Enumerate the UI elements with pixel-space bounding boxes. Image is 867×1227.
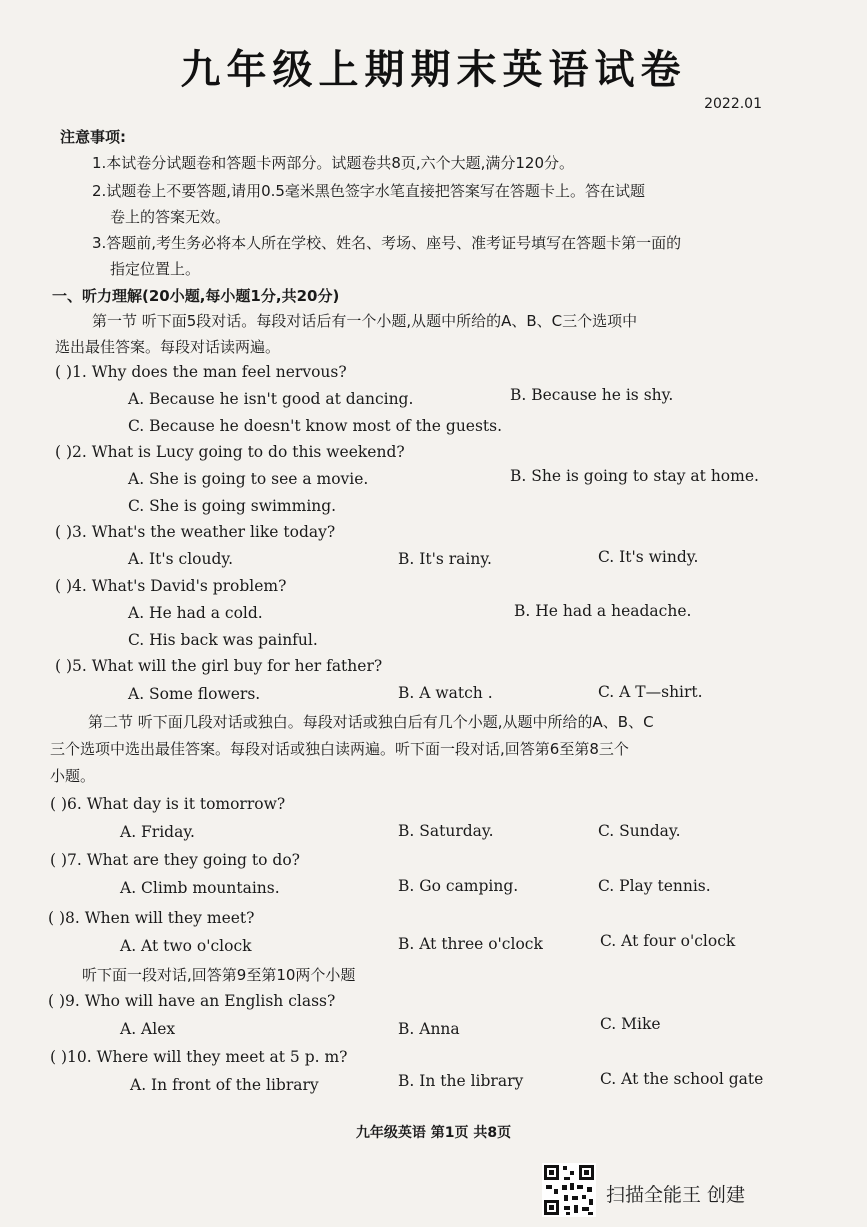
q10-option-c: C. At the school gate — [600, 1070, 764, 1088]
part1-heading: 一、听力理解(20小题,每小题1分,共20分) — [52, 287, 340, 305]
scanner-watermark: 扫描全能王 创建 — [606, 1184, 746, 1206]
qr-code-icon — [542, 1163, 596, 1217]
notice-item-3: 3.答题前,考生务必将本人所在学校、姓名、考场、座号、准考证号填写在答题卡第一面的 — [92, 234, 682, 252]
notice-item-1: 1.本试卷分试题卷和答题卡两部分。试题卷共8页,六个大题,满分120分。 — [92, 154, 575, 172]
q4-option-c: C. His back was painful. — [128, 631, 318, 649]
exam-title: 九年级上期期末英语试卷 — [180, 47, 687, 93]
q1-option-a: A. Because he isn't good at dancing. — [128, 390, 414, 408]
question-10: ( )10. Where will they meet at 5 p. m? — [50, 1048, 348, 1066]
question-5: ( )5. What will the girl buy for her father? — [55, 657, 383, 675]
q8-option-b: B. At three o'clock — [398, 935, 543, 953]
question-6: ( )6. What day is it tomorrow? — [50, 795, 286, 813]
notice-item-2-cont: 卷上的答案无效。 — [110, 208, 231, 226]
section2-instructions-cont: 三个选项中选出最佳答案。每段对话或独白读两遍。听下面一段对话,回答第6至第8三个 — [50, 740, 629, 758]
q8-option-c: C. At four o'clock — [600, 932, 736, 950]
q6-option-b: B. Saturday. — [398, 822, 494, 840]
q3-option-c: C. It's windy. — [598, 548, 699, 566]
question-1: ( )1. Why does the man feel nervous? — [55, 363, 347, 381]
q2-option-b: B. She is going to stay at home. — [510, 467, 759, 485]
q9-option-c: C. Mike — [600, 1015, 661, 1033]
q5-option-b: B. A watch . — [398, 684, 493, 702]
q8-option-a: A. At two o'clock — [120, 937, 252, 955]
notice-item-2: 2.试题卷上不要答题,请用0.5毫米黑色签字水笔直接把答案写在答题卡上。答在试题 — [92, 182, 645, 200]
exam-date: 2022.01 — [704, 96, 762, 112]
q6-option-a: A. Friday. — [120, 823, 195, 841]
q4-option-a: A. He had a cold. — [128, 604, 263, 622]
section2-instructions: 第二节 听下面几段对话或独白。每段对话或独白后有几个小题,从题中所给的A、B、C — [88, 713, 654, 731]
notice-heading: 注意事项: — [60, 128, 126, 146]
question-8: ( )8. When will they meet? — [48, 909, 255, 927]
question-4: ( )4. What's David's problem? — [55, 577, 287, 595]
q7-option-a: A. Climb mountains. — [120, 879, 280, 897]
question-7: ( )7. What are they going to do? — [50, 851, 300, 869]
q6-option-c: C. Sunday. — [598, 822, 681, 840]
section2-instructions-end: 小题。 — [50, 767, 96, 785]
q3-option-a: A. It's cloudy. — [128, 550, 234, 568]
q9-option-a: A. Alex — [120, 1020, 176, 1038]
q4-option-b: B. He had a headache. — [514, 602, 692, 620]
section1-instructions: 第一节 听下面5段对话。每段对话后有一个小题,从题中所给的A、B、C三个选项中 — [92, 312, 638, 330]
q2-option-c: C. She is going swimming. — [128, 497, 337, 515]
q7-option-c: C. Play tennis. — [598, 877, 711, 895]
q7-option-b: B. Go camping. — [398, 877, 519, 895]
section1-instructions-cont: 选出最佳答案。每段对话读两遍。 — [55, 338, 281, 356]
question-2: ( )2. What is Lucy going to do this weekend? — [55, 443, 405, 461]
note-questions-9-10: 听下面一段对话,回答第9至第10两个小题 — [82, 966, 356, 984]
q5-option-c: C. A T—shirt. — [598, 683, 703, 701]
notice-item-3-cont: 指定位置上。 — [110, 260, 201, 278]
q10-option-a: A. In front of the library — [130, 1076, 319, 1094]
q1-option-c: C. Because he doesn't know most of the guests. — [128, 417, 503, 435]
page-footer: 九年级英语 第1页 共8页 — [355, 1125, 512, 1141]
q3-option-b: B. It's rainy. — [398, 550, 492, 568]
q1-option-b: B. Because he is shy. — [510, 386, 674, 404]
q10-option-b: B. In the library — [398, 1072, 524, 1090]
question-9: ( )9. Who will have an English class? — [48, 992, 336, 1010]
question-3: ( )3. What's the weather like today? — [55, 523, 336, 541]
q5-option-a: A. Some flowers. — [128, 685, 261, 703]
q2-option-a: A. She is going to see a movie. — [128, 470, 369, 488]
q9-option-b: B. Anna — [398, 1020, 460, 1038]
